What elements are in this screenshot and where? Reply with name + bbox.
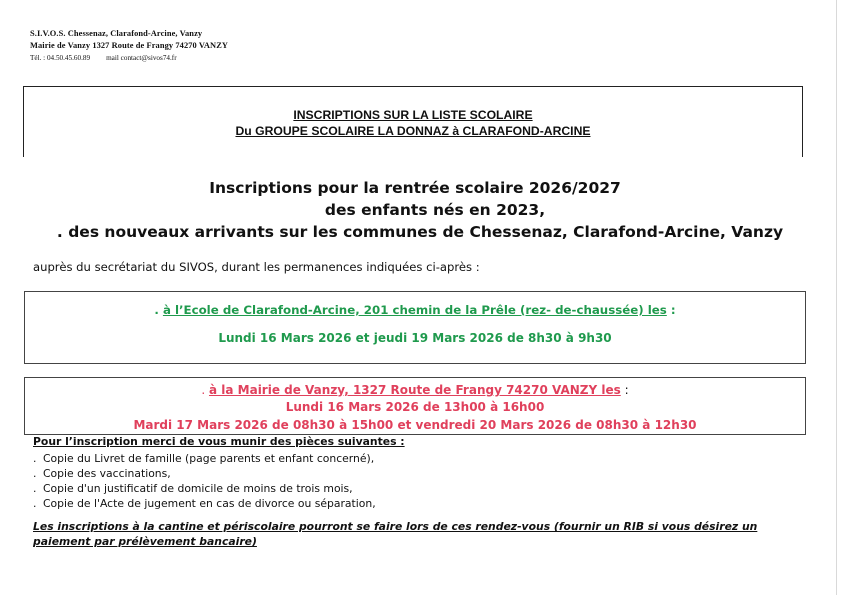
list-item: . Copie du Livret de famille (page parents et enfant concerné), [33,452,375,465]
ecole-location-line [25,303,805,317]
ecole-suffix: : [666,303,676,317]
mairie-location: à la Mairie de Vanzy, 1327 Route de Frangy 74270 VANZY les [208,383,621,397]
title-line-1: INSCRIPTIONS SUR LA LISTE SCOLAIRE [293,108,533,122]
mairie-location-line [25,383,805,397]
org-phone: Tél. : 04.50.45.60.89 [30,54,91,62]
org-contact [30,52,228,64]
headline-line-3: . des nouveaux arrivants sur les communes de Chessenaz, Clarafond-Arcine, Vanzy [56,223,784,241]
headline-line-1: Inscriptions pour la rentrée scolaire 2026/2027 [209,179,621,197]
mairie-dates-1: Lundi 16 Mars 2026 de 13h00 à 16h00 [285,400,545,414]
documents-title: Pour l’inscription merci de vous munir des pièces suivantes : [33,435,405,448]
headline-line-2: des enfants nés en 2023, [324,201,546,219]
title-line-2: Du GROUPE SCOLAIRE LA DONNAZ à CLARAFOND-ARCINE [235,124,591,138]
mairie-suffix: : [620,383,629,397]
mairie-prefix: . [201,383,209,397]
mairie-dates-2: Mardi 17 Mars 2026 de 08h30 à 15h00 et vendredi 20 Mars 2026 de 08h30 à 12h30 [133,418,697,432]
intro-text: auprès du secrétariat du SIVOS, durant les permanences indiquées ci-après : [33,260,480,274]
scan-edge [836,0,837,595]
ecole-prefix: . [154,303,163,317]
cantine-note: Les inscriptions à la cantine et périscolaire pourront se faire lors de ces rendez-vous (fournir un RIB si vous désirez un paiement par prélèvement bancaire) [33,520,758,548]
ecole-location: à l’Ecole de Clarafond-Arcine, 201 chemin de la Prêle (rez- de-chaussée) les [162,303,667,317]
documents-list [33,451,376,511]
list-item: . Copie des vaccinations, [33,467,171,480]
org-header [30,28,228,64]
ecole-box [24,291,806,364]
org-name: S.I.V.O.S. Chessenaz, Clarafond-Arcine, Vanzy [30,29,203,38]
org-address: Mairie de Vanzy 1327 Route de Frangy 74270 VANZY [30,41,229,50]
list-item: . Copie d'un justificatif de domicile de moins de trois mois, [33,482,353,495]
list-item: . Copie de l'Acte de jugement en cas de divorce ou séparation, [33,497,376,510]
ecole-dates: Lundi 16 Mars 2026 et jeudi 19 Mars 2026 de 8h30 à 9h30 [218,331,612,345]
mairie-box [24,377,806,435]
org-email[interactable]: mail contact@sivos74.fr [106,54,177,62]
title-box [23,86,803,157]
